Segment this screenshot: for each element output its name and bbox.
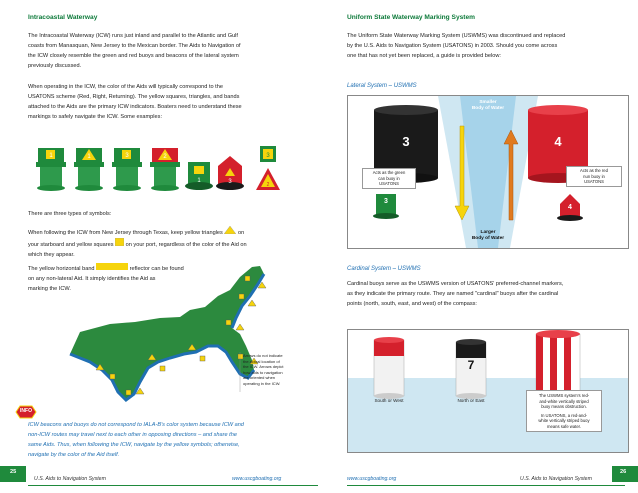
text-line: USATONS <box>584 179 604 184</box>
cardinal-system-title: Cardinal System – USWMS <box>347 266 421 272</box>
text-line: Larger <box>480 230 496 235</box>
text-span: The yellow horizontal band <box>28 266 95 272</box>
right-heading: Uniform State Waterway Marking System <box>347 14 476 21</box>
green-beacon-icon <box>74 148 104 191</box>
text-line: white vertically striped buoy <box>538 418 590 423</box>
yellow-triangle-icon <box>224 226 236 234</box>
marker-number: 3 <box>228 179 232 185</box>
text-line: by the U.S. Aids to Navigation System (USATONS) in 2003. Should you come across <box>347 43 558 49</box>
icw-italic-note <box>28 420 318 460</box>
text-line: Acts as the green <box>372 170 406 175</box>
left-footer-url[interactable]: www.uscgboating.org <box>232 476 282 482</box>
text-line: ICW beacons and buoys do not correspond to IALA-B's color system because ICW and <box>28 422 244 428</box>
text-line: as they indicate the primary route. They are named "cardinal" buoys after the cardinal <box>347 291 559 297</box>
cardinal-system-illustration <box>347 329 629 453</box>
text-line: In USATONS, a red-and- <box>540 412 588 418</box>
smaller-water-label <box>454 100 522 112</box>
text-line: markings to safely navigate the ICW. Some examples: <box>28 114 162 120</box>
text-line: same Aids. Thus, when following the ICW, navigate by the yellow symbols; otherwise, <box>28 442 240 448</box>
black-buoy-number: 7 <box>467 358 475 372</box>
nj-texas-para <box>28 226 318 260</box>
info-badge <box>14 405 38 419</box>
right-page-number: 26 <box>620 469 627 475</box>
marker-number: 2 <box>266 182 270 188</box>
text-line: When operating in the ICW, the color of the Aids will typically correspond to the <box>28 84 223 90</box>
north-east-label: North or East <box>457 398 485 403</box>
symbol-types-line: There are three types of symbols: <box>28 211 112 217</box>
red-caption <box>566 166 622 187</box>
icw-markers-illustration <box>28 140 288 200</box>
text-line: points (north, south, east, and west) of the compass: <box>347 301 477 307</box>
text-span: on your port, regardless of the color of the Aid on <box>125 242 247 248</box>
text-span: your starboard and yellow squares <box>28 242 114 248</box>
text-line: operating in the ICW. <box>243 380 281 386</box>
left-para-1 <box>28 31 308 71</box>
left-para-2 <box>28 82 308 122</box>
marker-number: 1 <box>197 178 201 184</box>
text-line: The Intracoastal Waterway (ICW) runs just inland and parallel to the Atlantic and Gulf <box>28 33 238 39</box>
yellow-square-icon <box>115 238 124 246</box>
text-line: nun buoy in <box>583 173 605 179</box>
larger-water-label <box>454 230 522 242</box>
text-line: means safe water. <box>547 423 581 429</box>
green-caption <box>362 168 416 189</box>
lateral-system-illustration <box>347 95 629 249</box>
right-footer-title: U.S. Aids to Navigation System <box>520 476 592 482</box>
text-line: The Uniform State Waterway Marking System (USWMS) was discontinued and replaced <box>347 33 566 39</box>
green-beacon-icon <box>36 148 66 191</box>
text-line: are oriented when <box>243 375 276 381</box>
red-top-white-buoy-icon <box>374 337 404 399</box>
left-footer-rule <box>28 485 318 486</box>
small-green-number: 3 <box>384 198 388 205</box>
text-line: Cardinal buoys serve as the USWMS version of USATONS' preferred-channel markers, <box>347 281 564 287</box>
text-line: marking the ICW. <box>28 286 71 292</box>
cardinal-para <box>347 279 627 309</box>
green-square-daymark-icon <box>260 146 276 162</box>
text-line: USATONS scheme (Red, Right, Returning). The yellow squares, triangles, and bands <box>28 94 240 100</box>
text-line: The USWMS system's red- <box>538 393 590 398</box>
icw-map <box>40 262 310 410</box>
south-west-label: South or West <box>374 398 404 403</box>
text-line: Body of Water <box>471 236 505 241</box>
left-heading: Intracoastal Waterway <box>28 14 98 21</box>
right-para <box>347 31 627 61</box>
text-line: one that has not yet been replaced, a guide is provided below: <box>347 53 501 59</box>
text-line <box>28 238 318 250</box>
text-line: which they appear. <box>28 252 75 258</box>
gulf-atlantic-coast-land <box>70 266 264 400</box>
text-line <box>28 226 318 238</box>
text-line: navigate by the color of the Aid itself. <box>28 452 120 458</box>
text-span: reflector can be found <box>129 266 184 272</box>
left-footer-title: U.S. Aids to Navigation System <box>34 476 106 482</box>
green-buoy-number: 3 <box>402 134 410 149</box>
marker-number: 2 <box>163 154 167 160</box>
text-line: the ICW. Arrows depict <box>243 364 284 370</box>
text-line: on any non-lateral Aid. It simply identifies the Aid as <box>28 276 156 282</box>
text-line: Arrows do not indicate <box>243 353 283 358</box>
left-page-number: 25 <box>10 469 17 475</box>
text-line: can buoy in <box>378 175 400 181</box>
small-red-number: 4 <box>568 204 572 211</box>
text-line: Body of Water <box>471 106 505 111</box>
text-line: previously discussed. <box>28 63 82 69</box>
red-nun-buoy-icon <box>216 156 244 190</box>
red-beacon-icon <box>150 148 180 191</box>
text-span: When following the ICW from New Jersey through Texas, keep yellow triangles <box>28 230 223 236</box>
text-line: how aids to navigation <box>243 369 283 375</box>
text-line: attached to the Aids are the primary ICW indicators. Boaters need to understand these <box>28 104 242 110</box>
marker-number: 1 <box>87 154 91 160</box>
red-buoy-number: 4 <box>554 134 562 149</box>
green-beacon-icon <box>112 148 142 191</box>
text-line: USATONS <box>379 181 399 186</box>
right-footer-rule <box>347 485 625 486</box>
marker-number: 3 <box>125 153 129 159</box>
text-line: non-ICW routes may travel next to each other in opposing directions – and share the <box>28 432 237 438</box>
text-line: buoy means obstruction. <box>541 404 587 409</box>
text-line: Smaller <box>479 100 497 105</box>
map-note <box>243 353 313 387</box>
text-line: and-white vertically striped <box>539 398 589 404</box>
text-span: on <box>237 230 245 236</box>
green-can-buoy-icon <box>185 162 213 190</box>
text-line: the actual location of <box>243 358 280 364</box>
red-white-striped-buoy-icon <box>536 330 580 392</box>
info-badge-label: INFO <box>20 408 32 414</box>
marker-number: 3 <box>266 153 270 159</box>
lateral-system-title: Lateral System – USWMS <box>347 83 417 89</box>
text-line: coasts from Manasquan, New Jersey to the Mexican border. The Aids to Navigation of <box>28 43 241 49</box>
marker-number: 1 <box>49 153 53 159</box>
striped-caption <box>526 390 602 432</box>
red-triangle-daymark-icon <box>256 168 280 190</box>
text-line: the ICW closely resemble the green and red buoys and beacons of the lateral system <box>28 53 239 59</box>
right-footer-url[interactable]: www.uscgboating.org <box>347 476 397 482</box>
text-line: Acts as the red <box>580 168 608 173</box>
